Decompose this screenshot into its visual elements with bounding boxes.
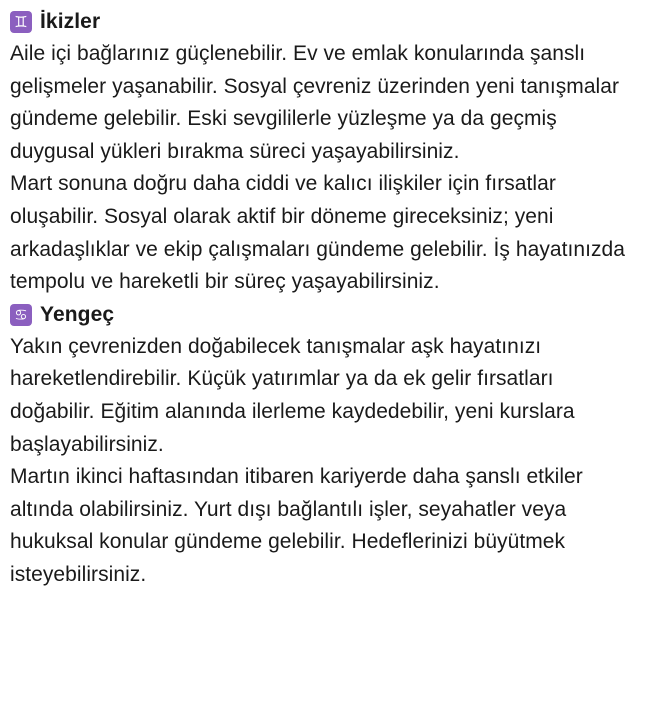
- section-cancer: [10, 299, 644, 592]
- section-title: İkizler: [40, 10, 101, 33]
- paragraph: Yakın çevrenizden doğabilecek tanışmalar aşk hayatınızı hareketlendirebilir. Küçük yatırımlar ya da ek gelir fırsatları doğabilir. Eğitim alanında ilerleme kaydedebilir, yeni kurslara başlayabilirsiniz.: [10, 334, 575, 456]
- section-heading: [10, 6, 644, 38]
- section-title: Yengeç: [40, 302, 115, 326]
- cancer-icon: ♋: [10, 304, 32, 326]
- gemini-icon: ♊: [10, 11, 32, 33]
- section-gemini: [10, 6, 644, 299]
- section-heading: [10, 299, 644, 331]
- paragraph: Mart sonuna doğru daha ciddi ve kalıcı ilişkiler için fırsatlar oluşabilir. Sosyal olarak aktif bir döneme gireceksiniz; yeni arkadaşlıklar ve ekip çalışmaları gündeme gelebilir. İş hayatınızda tempolu ve hareketli bir süreç yaşayabilirsiniz.: [10, 172, 625, 294]
- paragraph: Martın ikinci haftasından itibaren kariyerde daha şanslı etkiler altında olabilirsiniz. Yurt dışı bağlantılı işler, seyahatler veya hukuksal konular gündeme gelebilir. Hedeflerinizi büyütmek isteyebilirsiniz.: [10, 465, 583, 586]
- paragraph: Aile içi bağlarınız güçlenebilir. Ev ve emlak konularında şanslı gelişmeler yaşanabilir. Sosyal çevreniz üzerinden yeni tanışmalar gündeme gelebilir. Eski sevgililerle yüzleşme ya da geçmiş duygusal yükleri bırakma süreci yaşayabilirsiniz.: [10, 42, 620, 163]
